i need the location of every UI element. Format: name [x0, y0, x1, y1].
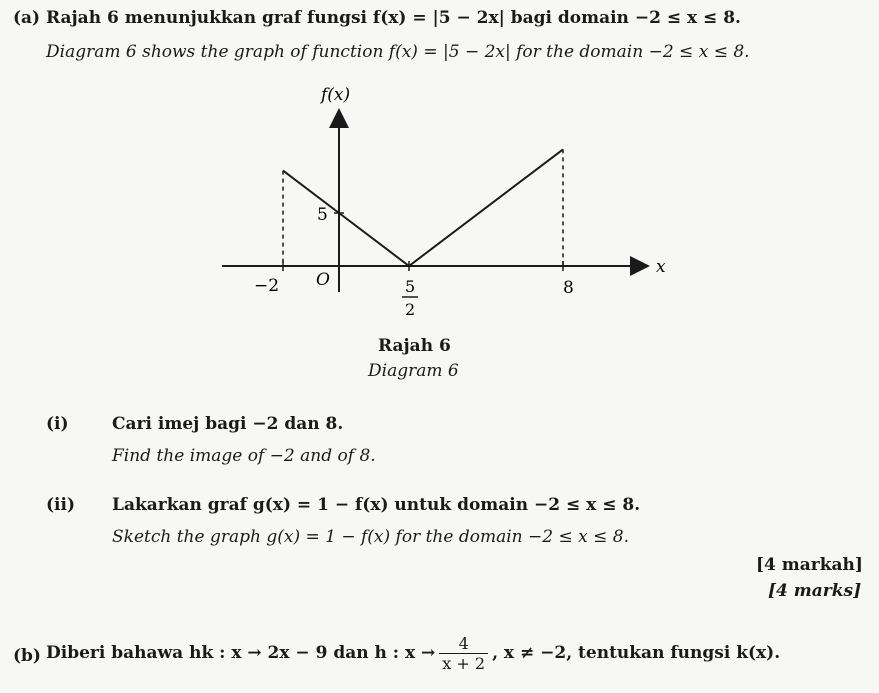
x-axis-label: x: [656, 257, 666, 277]
part-b-label: (b): [13, 646, 41, 666]
tick-label-eight: 8: [563, 278, 574, 298]
marks-malay: [4 markah]: [756, 555, 863, 575]
part-b-text-pre: Diberi bahawa hk : x → 2x − 9 dan h : x →: [46, 643, 436, 664]
question-ii-label: (ii): [46, 495, 76, 515]
marks-english: [4 marks]: [768, 581, 862, 601]
question-i-malay: Cari imej bagi −2 dan 8.: [112, 414, 344, 434]
part-a-malay-text: Rajah 6 menunjukkan graf fungsi f(x) = |5 − 2x| bagi domain −2 ≤ x ≤ 8.: [46, 8, 741, 28]
diagram-caption-malay: Rajah 6: [378, 336, 451, 356]
question-i-label: (i): [46, 414, 69, 434]
y-axis-label: f(x): [321, 85, 351, 105]
part-a-english-text: Diagram 6 shows the graph of function f(x) = |5 − 2x| for the domain −2 ≤ x ≤ 8.: [46, 42, 750, 62]
part-b-text-post: , x ≠ −2, tentukan fungsi k(x).: [492, 643, 781, 664]
tick-label-five-halves-num: 5: [405, 277, 416, 296]
part-b-fraction: [439, 634, 488, 673]
part-b-frac-den: x + 2: [442, 654, 486, 674]
part-a-label: (a): [13, 8, 41, 28]
part-b-frac-num: 4: [439, 634, 488, 654]
diagram-caption-english: Diagram 6: [368, 361, 459, 381]
origin-label: O: [316, 270, 330, 290]
tick-label-neg2: −2: [254, 276, 280, 296]
tick-label-y5: 5: [317, 205, 328, 225]
question-i-english: Find the image of −2 and of 8.: [112, 446, 376, 466]
part-b-statement: [46, 634, 780, 673]
tick-label-five-halves-den: 2: [405, 300, 416, 319]
question-ii-malay: Lakarkan graf g(x) = 1 − f(x) untuk domain −2 ≤ x ≤ 8.: [112, 495, 641, 515]
question-ii-english: Sketch the graph g(x) = 1 − f(x) for the domain −2 ≤ x ≤ 8.: [112, 527, 629, 547]
